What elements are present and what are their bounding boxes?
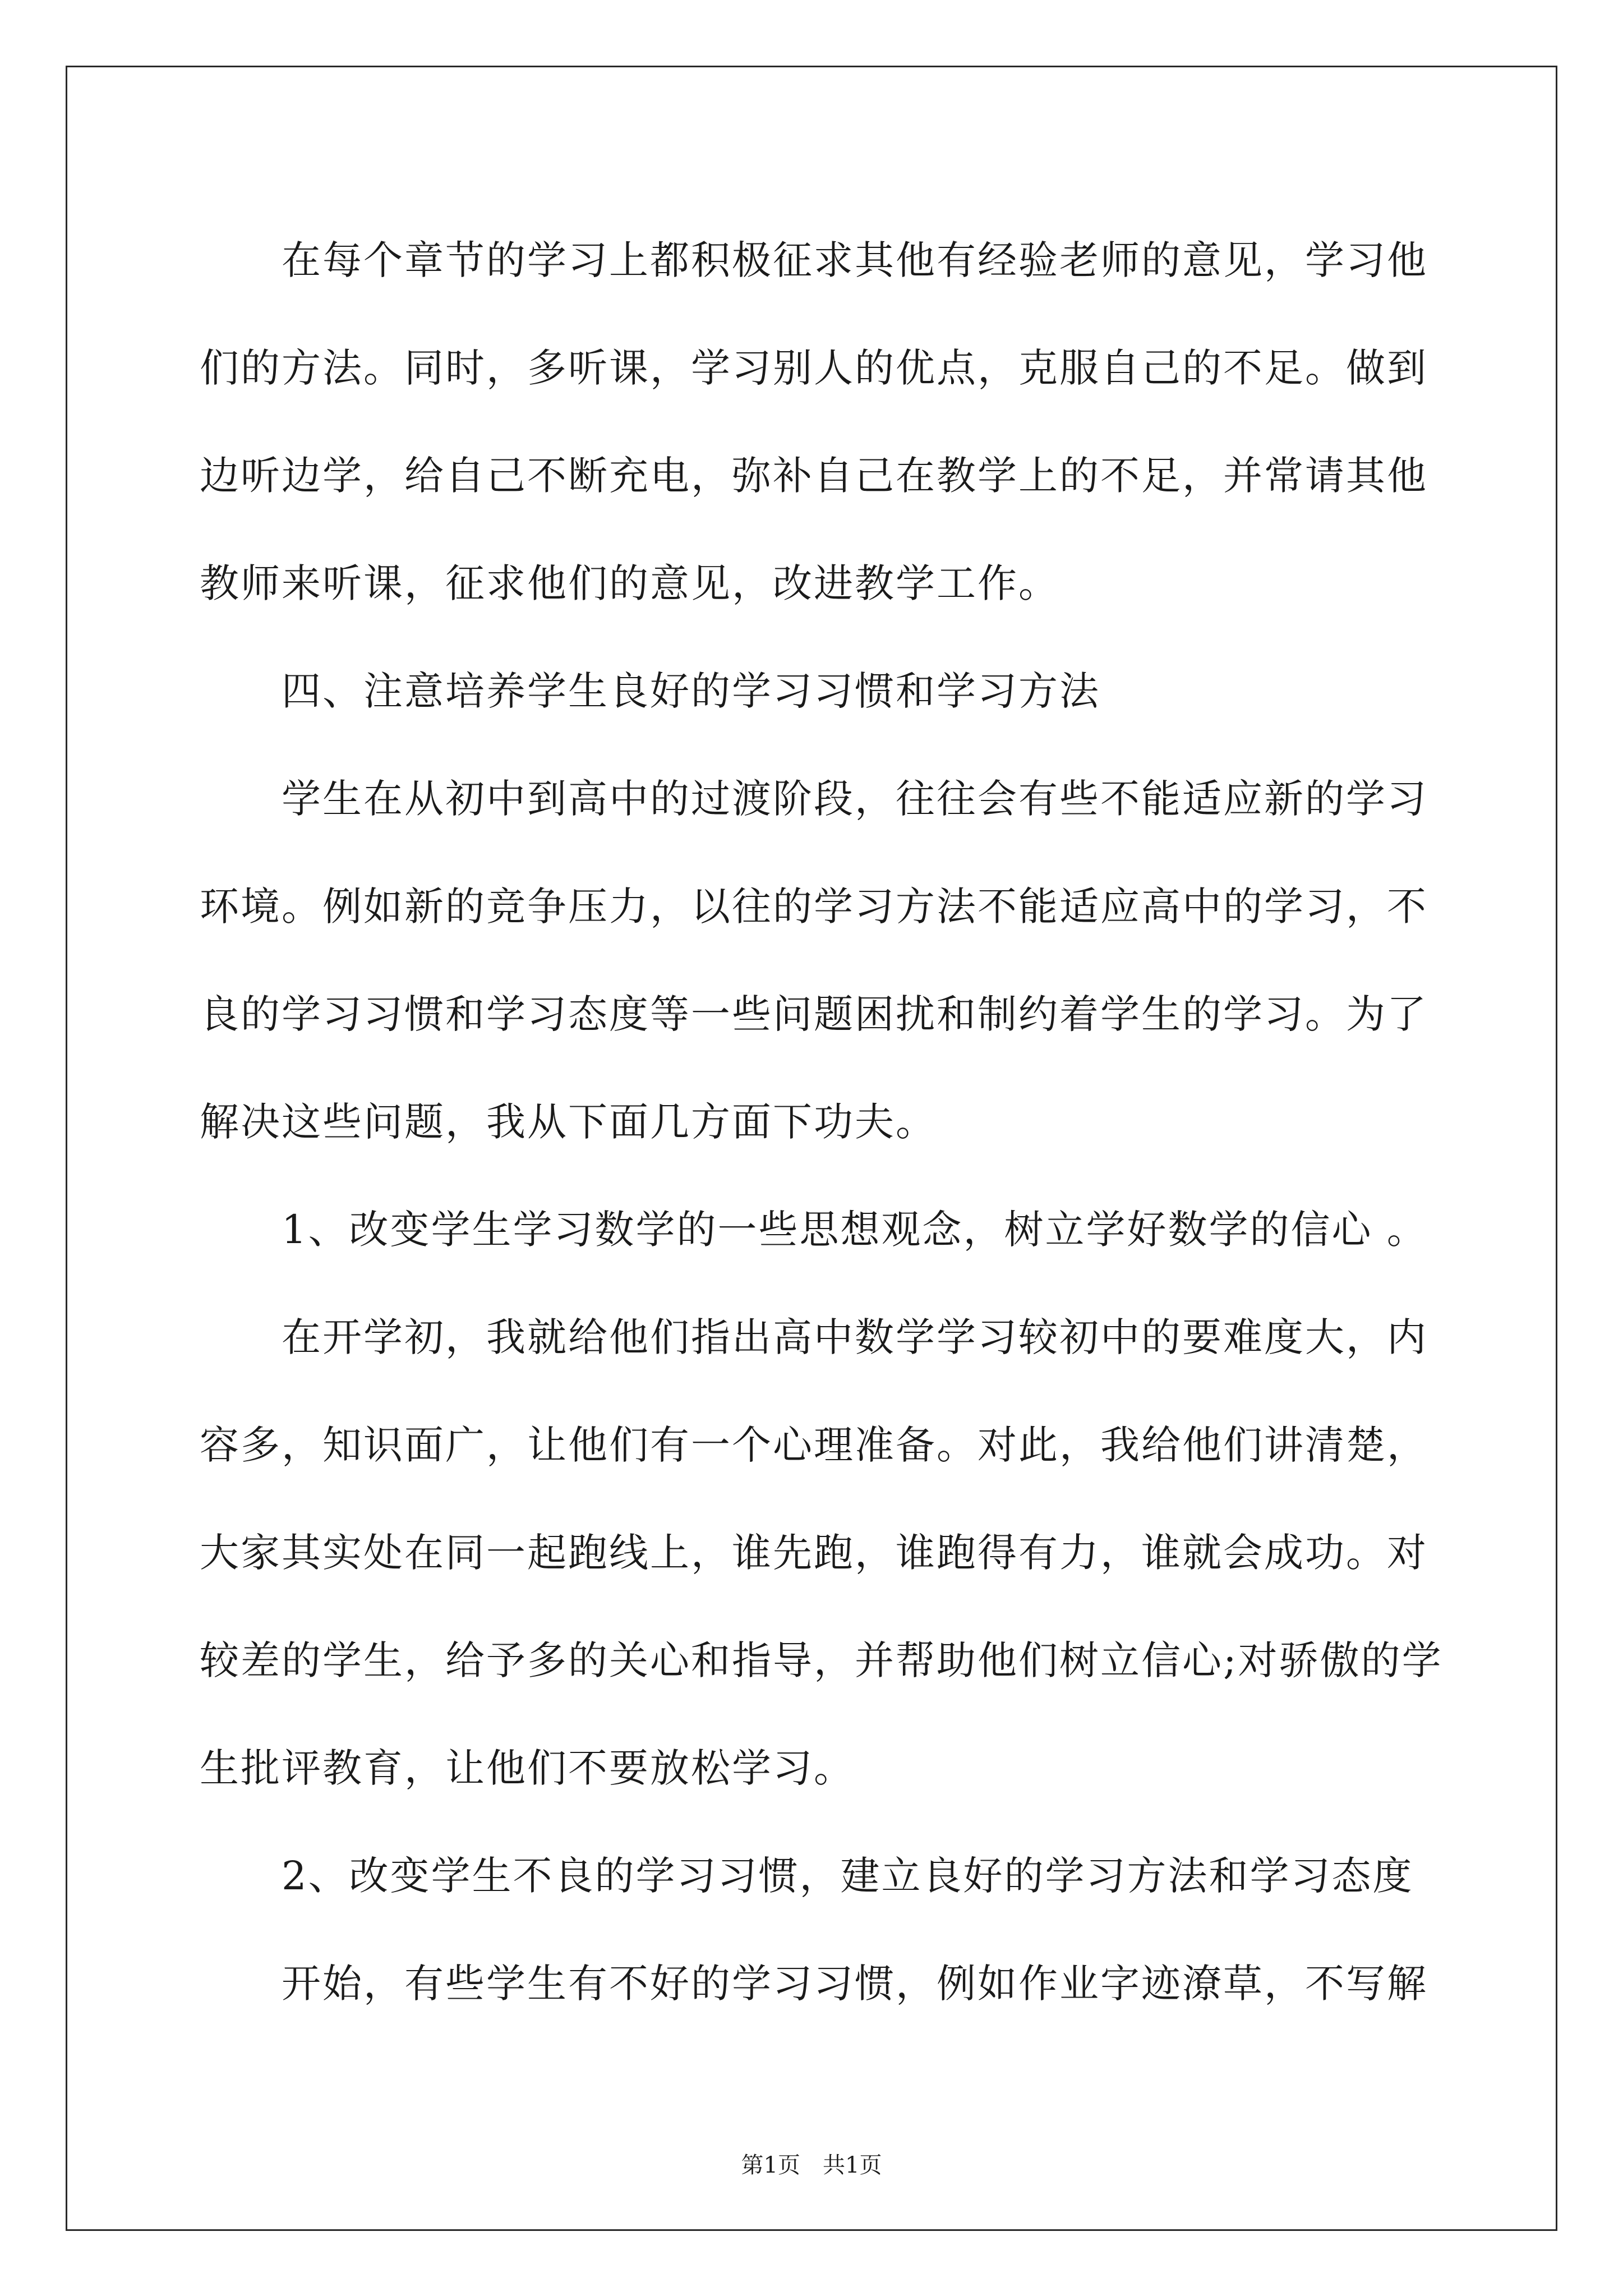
- text-line: 学生在从初中到高中的过渡阶段，往往会有些不能适应新的学习: [282, 776, 1428, 822]
- document-body: [200, 206, 1443, 2037]
- text-line: 生批评教育，让他们不要放松学习。: [200, 1745, 855, 1791]
- text-line: 1、改变学生学习数学的一些思想观念，树立学好数学的信心 。: [282, 1207, 1428, 1253]
- text-line: 环境。例如新的竞争压力，以往的学习方法不能适应高中的学习，不: [200, 884, 1428, 930]
- text-line: 在每个章节的学习上都积极征求其他有经验老师的意见，学习他: [282, 237, 1428, 283]
- text-line: 开始，有些学生有不好的学习习惯，例如作业字迹潦草，不写解: [282, 1961, 1428, 2007]
- text-line: 边听边学，给自己不断充电，弥补自己在教学上的不足，并常请其他: [200, 453, 1428, 499]
- text-line: 四、注意培养学生良好的学习习惯和学习方法: [282, 668, 1100, 714]
- text-line: 教师来听课，征求他们的意见，改进教学工作。: [200, 560, 1059, 606]
- text-line: 2、改变学生不良的学习习惯，建立良好的学习方法和学习态度: [282, 1853, 1414, 1899]
- text-line: 们的方法。同时，多听课，学习别人的优点，克服自己的不足。做到: [200, 345, 1428, 391]
- text-line: 在开学初，我就给他们指出高中数学学习较初中的要难度大，内: [282, 1314, 1428, 1360]
- text-line: 良的学习习惯和学习态度等一些问题困扰和制约着学生的学习。为了: [200, 991, 1428, 1037]
- text-line: 较差的学生，给予多的关心和指导，并帮助他们树立信心;对骄傲的学: [200, 1637, 1443, 1683]
- page-footer: 第1页 共1页: [741, 2152, 882, 2178]
- text-line: 大家其实处在同一起跑线上，谁先跑，谁跑得有力，谁就会成功。对: [200, 1530, 1428, 1576]
- text-line: 容多，知识面广，让他们有一个心理准备。对此，我给他们讲清楚，: [200, 1422, 1428, 1468]
- text-line: 解决这些问题，我从下面几方面下功夫。: [200, 1099, 937, 1145]
